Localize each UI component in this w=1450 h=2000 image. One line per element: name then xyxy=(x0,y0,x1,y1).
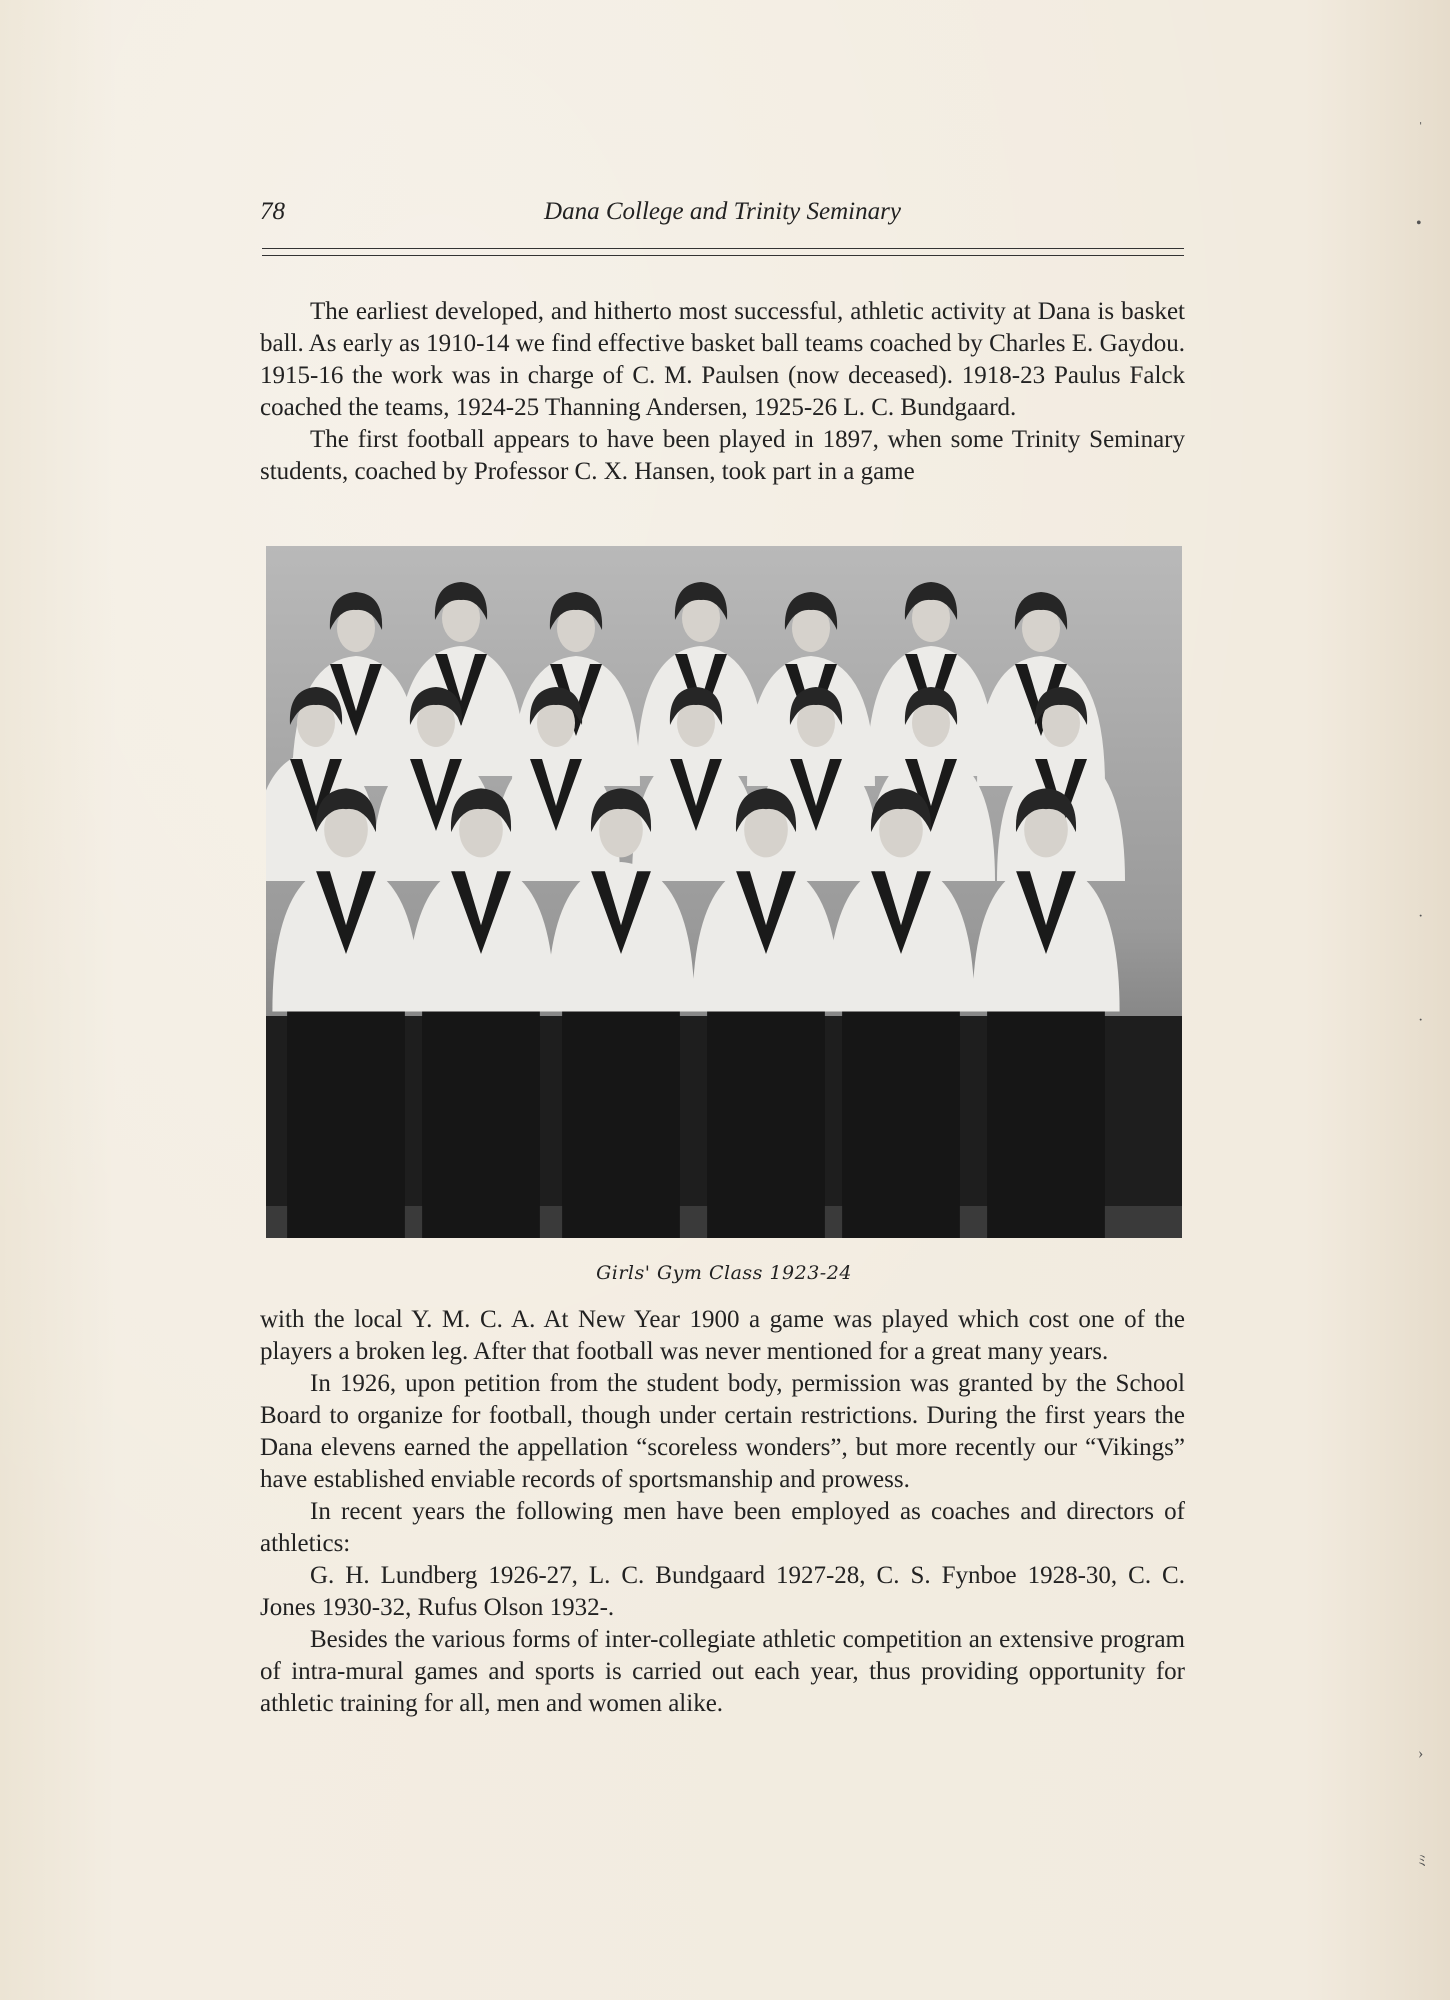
margin-mark: ˌ xyxy=(1418,108,1424,125)
paragraph: In recent years the following men have been employed as coaches and directors of athletics: xyxy=(260,1498,1185,1557)
margin-mark: ﾐ xyxy=(1418,1853,1427,1870)
group-photo-illustration xyxy=(266,546,1182,1238)
margin-mark: • xyxy=(1416,215,1422,232)
running-title: Dana College and Trinity Seminary xyxy=(544,198,901,225)
paragraph: with the local Y. M. C. A. At New Year 1900 a game was played which cost one of the players a broken leg. After that football was never mentioned for a great many years. xyxy=(260,1306,1185,1365)
margin-mark: · xyxy=(1418,1012,1424,1029)
photo-caption: Girls' Gym Class 1923-24 xyxy=(596,1262,852,1284)
group-photo xyxy=(266,546,1182,1238)
paragraph: In 1926, upon petition from the student body, permission was granted by the School Board to organize for football, though under certain restrictions. During the first years the Dana elevens earned the appellation “scoreless wonders”, but more recently our “Vikings” have established enviable records of sportsmanship and prowess. xyxy=(260,1370,1185,1493)
header-rule xyxy=(262,248,1184,256)
margin-mark: · xyxy=(1418,908,1424,925)
paragraph: The earliest developed, and hitherto most successful, athletic activity at Dana is basket ball. As early as 1910-14 we find effective basket ball teams coached by Charles E. Gaydou. 1915-16 the work was in charge of C. M. Paulsen (now deceased). 1918-23 Paulus Falck coached the teams, 1924-25 Thanning Andersen, 1925-26 L. C. Bundgaard. xyxy=(260,298,1185,421)
page-header xyxy=(260,198,1185,232)
paragraph: The first football appears to have been played in 1897, when some Trinity Seminary students, coached by Professor C. X. Hansen, took part in a game xyxy=(260,426,1185,485)
body-text-top xyxy=(260,296,1185,488)
page-number: 78 xyxy=(260,198,285,225)
paragraph: G. H. Lundberg 1926-27, L. C. Bundgaard 1927-28, C. S. Fynboe 1928-30, C. C. Jones 1930-32, Rufus Olson 1932-. xyxy=(260,1562,1185,1621)
paragraph: Besides the various forms of inter-collegiate athletic competition an extensive program of intra-mural games and sports is carried out each year, thus providing opportunity for athletic training for all, men and women alike. xyxy=(260,1626,1185,1717)
margin-mark: › xyxy=(1418,1745,1424,1762)
body-text-bottom xyxy=(260,1304,1185,1720)
